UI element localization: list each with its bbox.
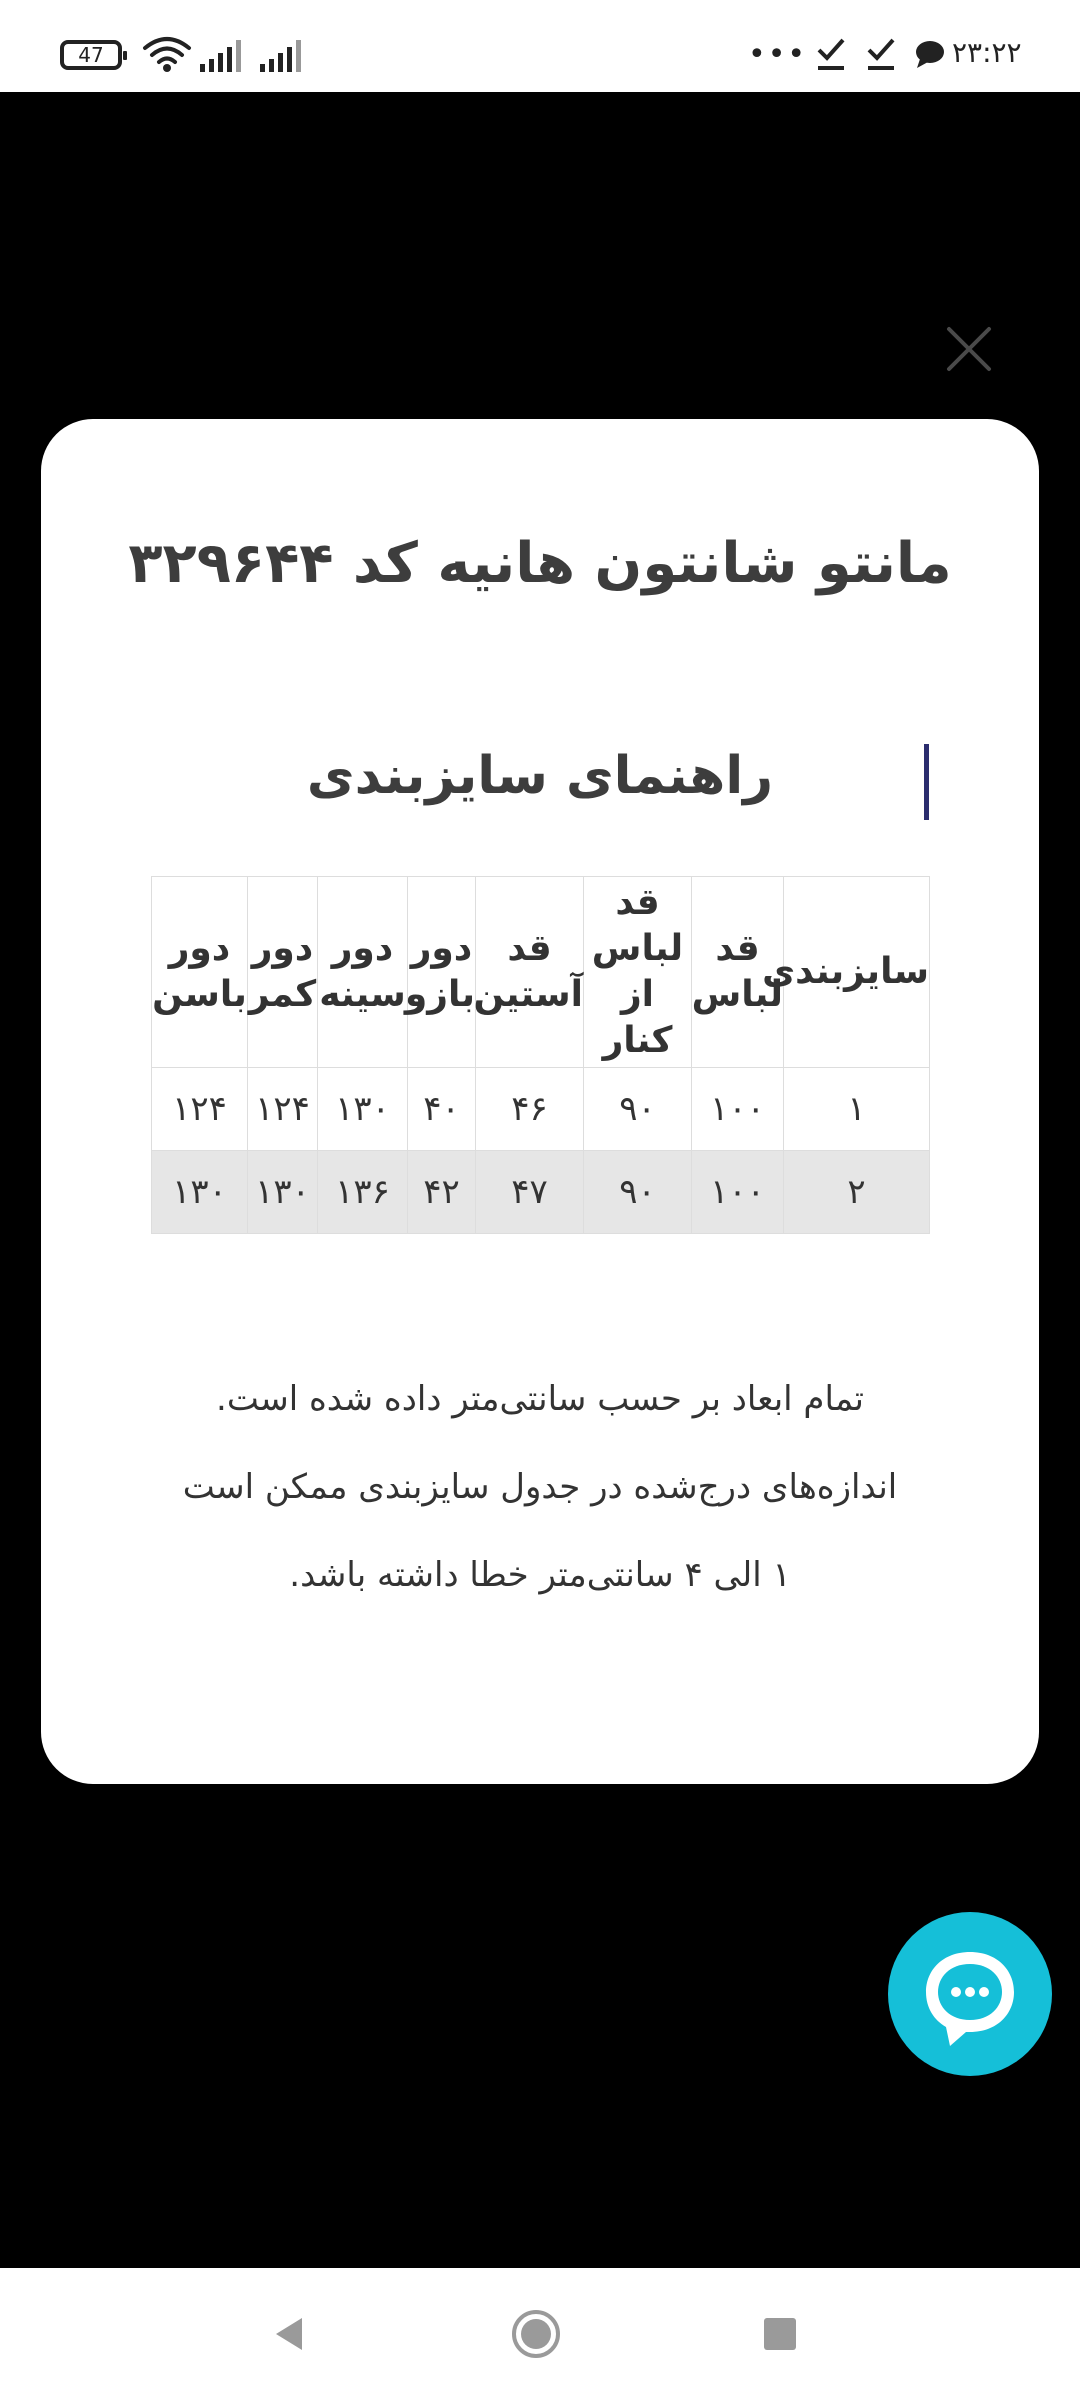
table-row	[152, 1068, 930, 1151]
table-cell: ۲	[784, 1151, 930, 1234]
table-cell: ۱۳۰	[318, 1068, 408, 1151]
back-icon	[270, 2314, 310, 2354]
table-cell: ۱۳۶	[318, 1151, 408, 1234]
close-button[interactable]	[946, 326, 992, 372]
table-header: دور سینه	[318, 877, 408, 1068]
note-line: ۱ الی ۴ سانتی‌متر خطا داشته باشد.	[289, 1555, 791, 1595]
chat-bubble-icon	[888, 1912, 1052, 2076]
check-icon	[816, 36, 846, 76]
table-cell: ۱۳۰	[152, 1151, 248, 1234]
table-cell: ۱۲۴	[248, 1068, 318, 1151]
status-clock: ۲۳:۲۲	[952, 36, 1022, 69]
table-header: قد لباس از کنار	[584, 877, 692, 1068]
signal-icon	[200, 40, 248, 76]
table-cell: ۴۲	[408, 1151, 476, 1234]
table-header: دور کمر	[248, 877, 318, 1068]
note-line: تمام ابعاد بر حسب سانتی‌متر داده شده است.	[216, 1379, 864, 1419]
chat-bubble-icon	[914, 40, 946, 74]
nav-home-button[interactable]	[510, 2308, 562, 2364]
table-header: سایزبندی	[784, 877, 930, 1068]
table-cell: ۱۰۰	[692, 1151, 784, 1234]
wifi-icon	[142, 36, 192, 78]
table-cell: ۱۳۰	[248, 1151, 318, 1234]
table-cell: ۴۶	[476, 1068, 584, 1151]
section-title: راهنمای سایزبندی	[306, 746, 774, 806]
status-bar	[0, 0, 1080, 92]
table-row	[152, 1151, 930, 1234]
table-header: دور باسن	[152, 877, 248, 1068]
table-header: قد آستین	[476, 877, 584, 1068]
table-header-row	[152, 877, 930, 1068]
table-cell: ۴۰	[408, 1068, 476, 1151]
signal-icon	[260, 40, 308, 76]
size-table	[151, 876, 930, 1234]
nav-recent-apps-button[interactable]	[762, 2316, 798, 2356]
table-cell: ۱۲۴	[152, 1068, 248, 1151]
measurement-note	[101, 1355, 979, 1619]
recent-apps-icon	[762, 2316, 798, 2352]
note-line: اندازه‌های درج‌شده در جدول سایزبندی ممکن است	[182, 1467, 898, 1507]
battery-indicator: 47	[60, 40, 122, 70]
table-header: قد لباس	[692, 877, 784, 1068]
table-cell: ۹۰	[584, 1068, 692, 1151]
table-cell: ۴۷	[476, 1151, 584, 1234]
close-icon	[946, 326, 992, 372]
more-notifications-icon: •••	[748, 37, 808, 72]
table-cell: ۱	[784, 1068, 930, 1151]
table-cell: ۱۰۰	[692, 1068, 784, 1151]
product-title: مانتو شانتون هانیه کد ۳۲۹۶۴۴	[128, 531, 952, 596]
check-icon	[866, 36, 896, 76]
home-icon	[510, 2308, 562, 2360]
table-cell: ۹۰	[584, 1151, 692, 1234]
navigation-bar	[0, 2268, 1080, 2400]
size-guide-modal	[41, 419, 1039, 1784]
chat-support-button[interactable]	[888, 1912, 1052, 2076]
table-header: دور بازو	[408, 877, 476, 1068]
nav-back-button[interactable]	[270, 2314, 310, 2358]
